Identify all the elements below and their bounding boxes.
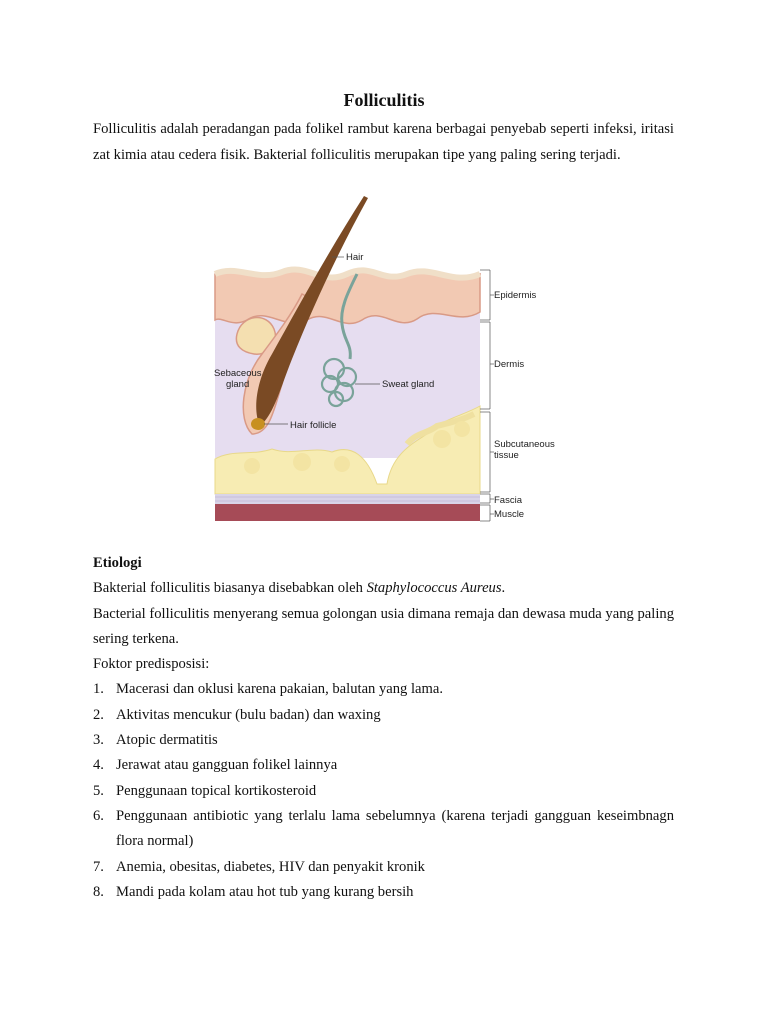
list-item: 1. Macerasi dan oklusi karena pakaian, balutan yang lama. [93, 681, 444, 698]
etiologi-heading: Etiologi [93, 555, 142, 571]
label-hair: Hair [346, 252, 364, 263]
document-title: Folliculitis [343, 90, 425, 110]
etiologi-section [93, 551, 674, 905]
label-epidermis: Epidermis [494, 290, 537, 301]
label-muscle: Muscle [494, 509, 525, 520]
list-item: 4. Jerawat atau gangguan folikel lainnya [93, 757, 338, 774]
label-sebaceous-1: Sebaceous [214, 368, 262, 379]
etiologi-cause [93, 576, 674, 601]
organism-name: Staphylococcus Aureus [366, 580, 502, 597]
label-sebaceous-2: gland [226, 379, 250, 390]
label-hair-follicle: Hair follicle [290, 420, 337, 431]
list-item: 7. Anemia, obesitas, diabetes, HIV dan penyakit kronik [93, 858, 425, 875]
etiologi-age-groups: Bacterial folliculitis menyerang semua golongan usia dimana remaja dan dewasa muda yang paling sering terkena. [93, 605, 674, 647]
predisposition-list [93, 677, 674, 905]
cause-suffix: . [501, 580, 506, 597]
list-item: 3. Atopic dermatitis [93, 732, 218, 749]
list-item: 2. Aktivitas mencukur (bulu badan) dan waxing [93, 706, 381, 723]
muscle-layer [215, 504, 480, 521]
label-subcutaneous-1: Subcutaneous [494, 439, 555, 450]
label-dermis: Dermis [494, 359, 525, 370]
list-item: 6. Penggunaan antibiotic yang terlalu lama sebelumnya (karena terjadi gangguan keseimbnagn flora normal) [93, 807, 674, 850]
label-sweat-gland: Sweat gland [382, 379, 435, 390]
skin-anatomy-figure [212, 194, 562, 524]
label-fascia: Fascia [494, 495, 522, 506]
fascia-layer [215, 494, 480, 504]
intro-paragraph: Folliculitis adalah peradangan pada folikel rambut karena berbagai penyebab seperti infeksi, iritasi zat kimia atau cedera fisik. Bakterial folliculitis merupakan tipe yang paling sering terjadi. [93, 121, 674, 163]
cause-prefix: Bakterial folliculitis biasanya disebabkan oleh [93, 580, 367, 597]
label-subcutaneous-2: tissue [494, 450, 519, 461]
factors-title: Foktor predisposisi: [93, 656, 210, 673]
list-item: 5. Penggunaan topical kortikosteroid [93, 782, 317, 799]
list-item: 8. Mandi pada kolam atau hot tub yang kurang bersih [93, 883, 414, 900]
